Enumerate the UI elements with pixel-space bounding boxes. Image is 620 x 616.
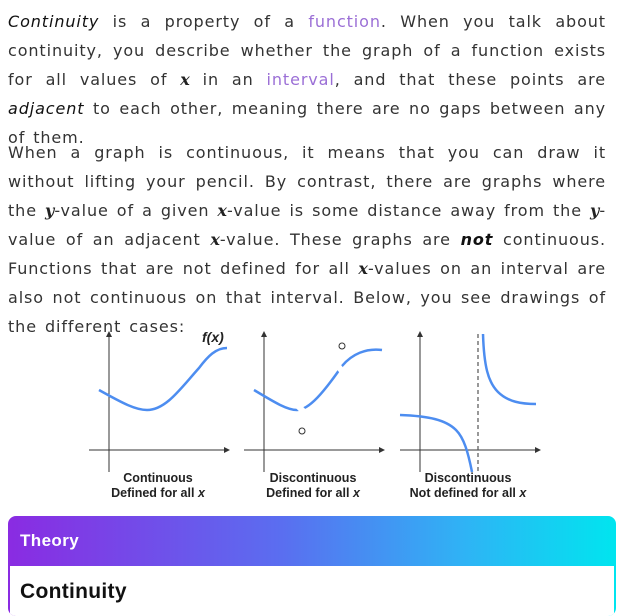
caption-var: x [197,486,205,500]
text: continuous. Functions that are not defined for all [8,230,606,278]
graph-continuous [89,329,227,472]
caption-line: Discontinuous [269,471,357,485]
text: in an [189,70,267,89]
fx-label: f(x) [202,329,224,345]
link-interval[interactable]: interval [266,70,335,89]
caption-continuous [83,471,233,501]
term-adjacent: adjacent [8,99,85,118]
text: is a property of a [99,12,309,31]
caption-discontinuous-defined [238,471,388,501]
var-x: x [210,230,220,249]
caption-line [393,486,543,501]
var-x: x [358,259,368,278]
var-y: y [590,201,600,220]
isolated-point [299,428,305,434]
caption-line [83,486,233,501]
continuity-illustration [84,326,544,500]
caption-line: Discontinuous [424,471,512,485]
term-continuity: Continuity [8,12,100,31]
caption-discontinuous-undefined [393,471,543,501]
text: When a graph is continuous, it means that you can draw it without lifting your pencil. By contrast, there are graphs where the [8,143,606,220]
right-branch [483,334,536,404]
graph-discontinuous-defined [244,334,382,472]
isolated-point [339,343,345,349]
caption-text: Not defined for all [409,486,520,500]
caption-line [238,486,388,501]
link-function[interactable]: function [308,12,381,31]
curve-gap [296,404,306,414]
text: -value of an adjacent [8,201,607,249]
text: -value of a given [54,201,218,220]
text: -values on an interval are also not continuous on that interval. Below, you see drawings of the different cases: [8,259,606,336]
caption-text: Defined for all [266,486,353,500]
left-branch [400,415,472,472]
text: -value is some distance away from the [226,201,591,220]
term-not: not [460,230,494,249]
graph-discontinuous-undefined [400,334,538,472]
text: , and that these points are [334,70,606,89]
theory-heading: Continuity [20,580,127,603]
text: -value. These graphs are [219,230,461,249]
caption-var: x [352,486,360,500]
caption-text: Defined for all [111,486,198,500]
curve-gap [338,366,346,376]
text: . When you talk about continuity, you describe whether the graph of a function exists for all values of [8,12,606,89]
theory-label: Theory [20,531,80,550]
intro-paragraph [8,7,606,152]
continuity-graphs [84,326,544,476]
var-x: x [217,201,227,220]
continuous-curve [99,348,227,410]
theory-body [10,566,614,616]
curve-with-gaps [254,350,382,410]
explanation-paragraph [8,138,606,341]
var-y: y [45,201,55,220]
caption-line: Continuous [123,471,193,485]
theory-box [8,516,616,616]
caption-var: x [519,486,527,500]
text: to each other, meaning there are no gaps between any of them. [8,99,606,147]
var-x: x [180,70,190,89]
